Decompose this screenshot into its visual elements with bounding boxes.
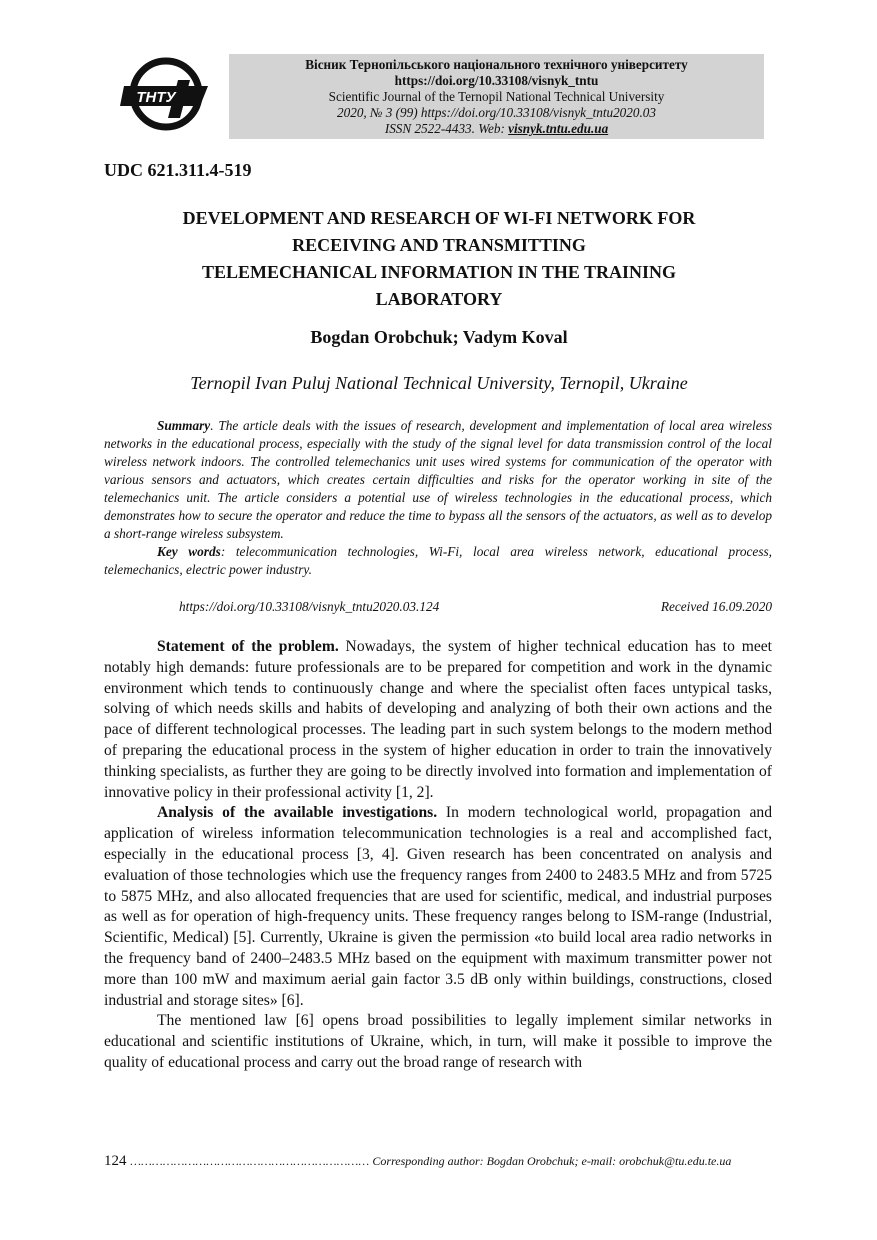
paragraph-text: Nowadays, the system of higher technical education has to meet notably high demands: future professionals are to be prepared for competition and work in the dynamic environment which tends to continuously change and where the specialist often faces untypical tasks, solving of which needs skills and habits of developing and analyzing of both their own actions and the pace of different technological processes. The leading part in such system belongs to the modern method of preparing the educational process in the system of higher education in order to train the innovatively thinking specialists, as further they are going to be directly involved into formation and implementation of innovative policy in their professional activity [1, 2]. (104, 638, 773, 801)
body-paragraph (104, 803, 772, 1011)
title-line: LABORATORY (375, 289, 503, 309)
summary-label: Summary (157, 418, 211, 433)
paragraph-text: The mentioned law [6] opens broad possibilities to legally implement similar networks in educational and scientific institutions of Ukraine, which, in turn, will make it possible to improve the quality of educational process and carry out the broad range of research with (104, 1012, 772, 1071)
journal-doi-link[interactable]: https://doi.org/10.33108/visnyk_tntu (394, 73, 599, 88)
article-doi-link[interactable]: https://doi.org/10.33108/visnyk_tntu2020.03.124 (179, 599, 440, 614)
abstract (104, 417, 772, 579)
paragraph-text: In modern technological world, propagation and application of wireless information telecommunication technologies is a real and accomplished fact, especially in the educational process [3, 4]. Given research has been concentrated on analysis and evaluation of those technologies which use the frequency ranges from 2400 to 2483.5 MHz and from 5725 to 5875 MHz, and also allocated frequencies that are used for scientific, medical, and industrial purposes as well as for operation of high-frequency units. These frequency ranges belong to ISM-range (Industrial, Scientific, Medical) [5]. Currently, Ukraine is given the permission «to build local area radio networks in the frequency band of 2400–2483.5 MHz based on the equipment with maximum transmitter power not more than 100 mW and maximum aerial gain factor 3.5 dB only within buildings, constructions, closed industrial and storage sites» [6]. (104, 804, 772, 1009)
summary-paragraph (104, 417, 772, 543)
received-date: Received 16.09.2020 (660, 599, 772, 614)
title-line: TELEMECHANICAL INFORMATION IN THE TRAINING (201, 262, 677, 282)
keywords-label: Key words (157, 544, 221, 559)
section-heading: Statement of the problem. (157, 638, 339, 655)
page-footer (104, 1153, 772, 1170)
body-text (104, 637, 772, 1074)
section-heading: Analysis of the available investigations. (157, 804, 438, 822)
title-line: DEVELOPMENT AND RESEARCH OF WI-FI NETWORK FOR (182, 208, 696, 228)
body-paragraph (104, 1011, 772, 1073)
issn-line (229, 121, 764, 137)
journal-name-ukrainian: Вісник Тернопільського національного технічного університету (305, 57, 688, 72)
journal-web-link[interactable]: visnyk.tntu.edu.ua (508, 121, 609, 136)
keywords-paragraph (104, 543, 772, 579)
journal-header (229, 54, 764, 139)
udc-code: UDC 621.311.4-519 (104, 160, 252, 180)
body-paragraph (104, 637, 772, 803)
footer-dots: ………………………………………………………… (130, 1154, 370, 1168)
issue-info: 2020, № 3 (99) https://doi.org/10.33108/visnyk_tntu2020.03 (337, 105, 656, 120)
keywords-text: : telecommunication technologies, Wi-Fi, local area wireless network, educational process, telemechanics, electric power industry. (104, 544, 773, 577)
page-number: 124 (104, 1153, 127, 1169)
title-line: RECEIVING AND TRANSMITTING (292, 235, 586, 255)
journal-logo (120, 56, 212, 132)
journal-name-english: Scientific Journal of the Ternopil National Technical University (328, 89, 665, 104)
issn-text: ISSN 2522-4433. Web: (384, 121, 509, 136)
affiliation: Ternopil Ivan Puluj National Technical University, Ternopil, Ukraine (190, 373, 688, 393)
corresponding-author: Corresponding author: Bogdan Orobchuk; e-mail: orobchuk@tu.edu.te.ua (369, 1154, 732, 1168)
logo-text: ТНТУ (136, 89, 176, 106)
paper-title (104, 205, 774, 313)
authors: Bogdan Orobchuk; Vadym Koval (310, 327, 568, 347)
summary-text: . The article deals with the issues of research, development and implementation of local area wireless networks in the educational process, especially with the study of the signal level for data transmission control of the local wireless network indoors. The controlled telemechanics unit uses wired systems for communication of the operator with various sensors and actuators, which creates certain difficulties and risks for the operator working in site of the telemechanics unit. The article considers a potential use of wireless technologies in the educational process, which demonstrates how to secure the operator and reduce the time to bypass all the sensors of the actuators, as well as to develop a short-range wireless subsystem. (104, 418, 772, 541)
